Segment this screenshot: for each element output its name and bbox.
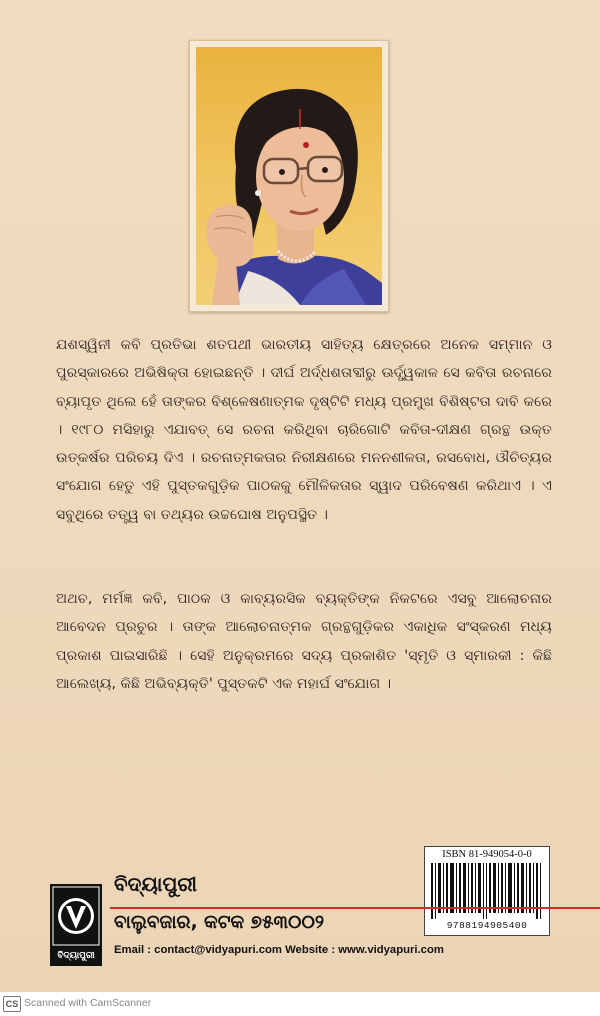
scanner-watermark-bar	[0, 992, 600, 1016]
camscanner-icon: CS	[3, 996, 21, 1012]
contact-line: Email : contact@vidyapuri.com Website : www.vidyapuri.com	[114, 944, 444, 956]
author-description-paragraph: ଯଶସ୍ୱିନୀ କବି ପ୍ରତିଭା ଶତପଥୀ ଭାରତୀୟ ସାହିତ୍ୟ କ୍ଷେତ୍ରରେ ଅନେକ ସମ୍ମାନ ଓ ପୁରସ୍କାରରେ ଅଭିଷିକ୍ତା ହୋଇଛନ୍ତି । ଦୀର୍ଘ ଅର୍ଦ୍ଧଶତାବ୍ଦୀରୁ ଊର୍ଦ୍ଧ୍ୱକାଳ ସେ କବିତା ରଚନାରେ ବ୍ୟାପୃତ ଥିଲେ ହେଁ ତାଙ୍କର ବିଶ୍ଳେଷଣାତ୍ମକ ଦୃଷ୍ଟିଟି ମଧ୍ୟ ପ୍ରମୁଖ ବିଶିଷ୍ଟତା ଦାବି କରେ । ୧୯୮୦ ମସିହାରୁ ଏଯାବତ୍ ସେ ରଚନା କରିଥିବା ଚାରିଗୋଟି କବିତା-ଦୀକ୍ଷଣ ଗ୍ରନ୍ଥ ଉକ୍ତ ଉତ୍କର୍ଷର ପରିଚୟ ଦିଏ । ରଚନାତ୍ମକତାର ନିରୀକ୍ଷଣରେ ମନନଶୀଳତା, ରସବୋଧ, ଔଚିତ୍ୟର ସଂଯୋଗ ହେତୁ ଏହି ପୁସ୍ତକଗୁଡ଼ିକ ପାଠକକୁ ମୌଳିକତାର ସ୍ୱାଦ ପରିବେଷଣ କରିଥାଏ । ଏ ସବୁଥିରେ ତତ୍ତ୍ୱ ବା ତଥ୍ୟର ଉଚ୍ଚଘୋଷ ଅନୁପସ୍ଥିତ ।	[56, 337, 553, 523]
author-photo	[196, 47, 382, 305]
barcode-icon	[431, 863, 543, 919]
barcode-number: 9788194905400	[446, 920, 528, 931]
author-photo-frame	[189, 40, 389, 312]
book-description-paragraph: ଅଥଚ, ମର୍ମଜ୍ଞ କବି, ପାଠକ ଓ କାବ୍ୟରସିକ ବ୍ୟକ୍ତିଙ୍କ ନିକଟରେ ଏସବୁ ଆଲୋଚନାର ଆବେଦନ ପ୍ରଚୁର । ତାଙ୍କ ଆଲୋଚନାତ୍ମକ ଗ୍ରନ୍ଥଗୁଡ଼ିକର ଏକାଧିକ ସଂସ୍କରଣ ମଧ୍ୟ ପ୍ରକାଶ ପାଇସାରିଛି । ସେହି ଅନୁକ୍ରମରେ ସଦ୍ୟ ପ୍ରକାଶିତ 'ସ୍ମୃତି ଓ ସ୍ମାରକୀ : କିଛି ଆଲେଖ୍ୟ, କିଛି ଅଭିବ୍ୟକ୍ତି' ପୁସ୍ତକଟି ଏକ ମହାର୍ଘ ସଂଯୋଗ ।	[56, 591, 552, 692]
publisher-logo	[50, 884, 102, 966]
isbn-barcode	[424, 846, 550, 936]
divider-line	[110, 907, 600, 909]
logo-caption: ବିଦ୍ୟାପୁରୀ	[57, 951, 95, 961]
publisher-name: ବିଦ୍ୟାପୁରୀ	[114, 872, 197, 896]
author-portrait-icon	[196, 47, 382, 305]
publisher-address: ବାଲୁବଜାର, କଟକ ୭୫୩୦୦୨	[114, 912, 325, 933]
scanner-watermark-text: Scanned with CamScanner	[24, 997, 152, 1009]
isbn-label: ISBN 81-949054-0-0	[442, 849, 532, 860]
